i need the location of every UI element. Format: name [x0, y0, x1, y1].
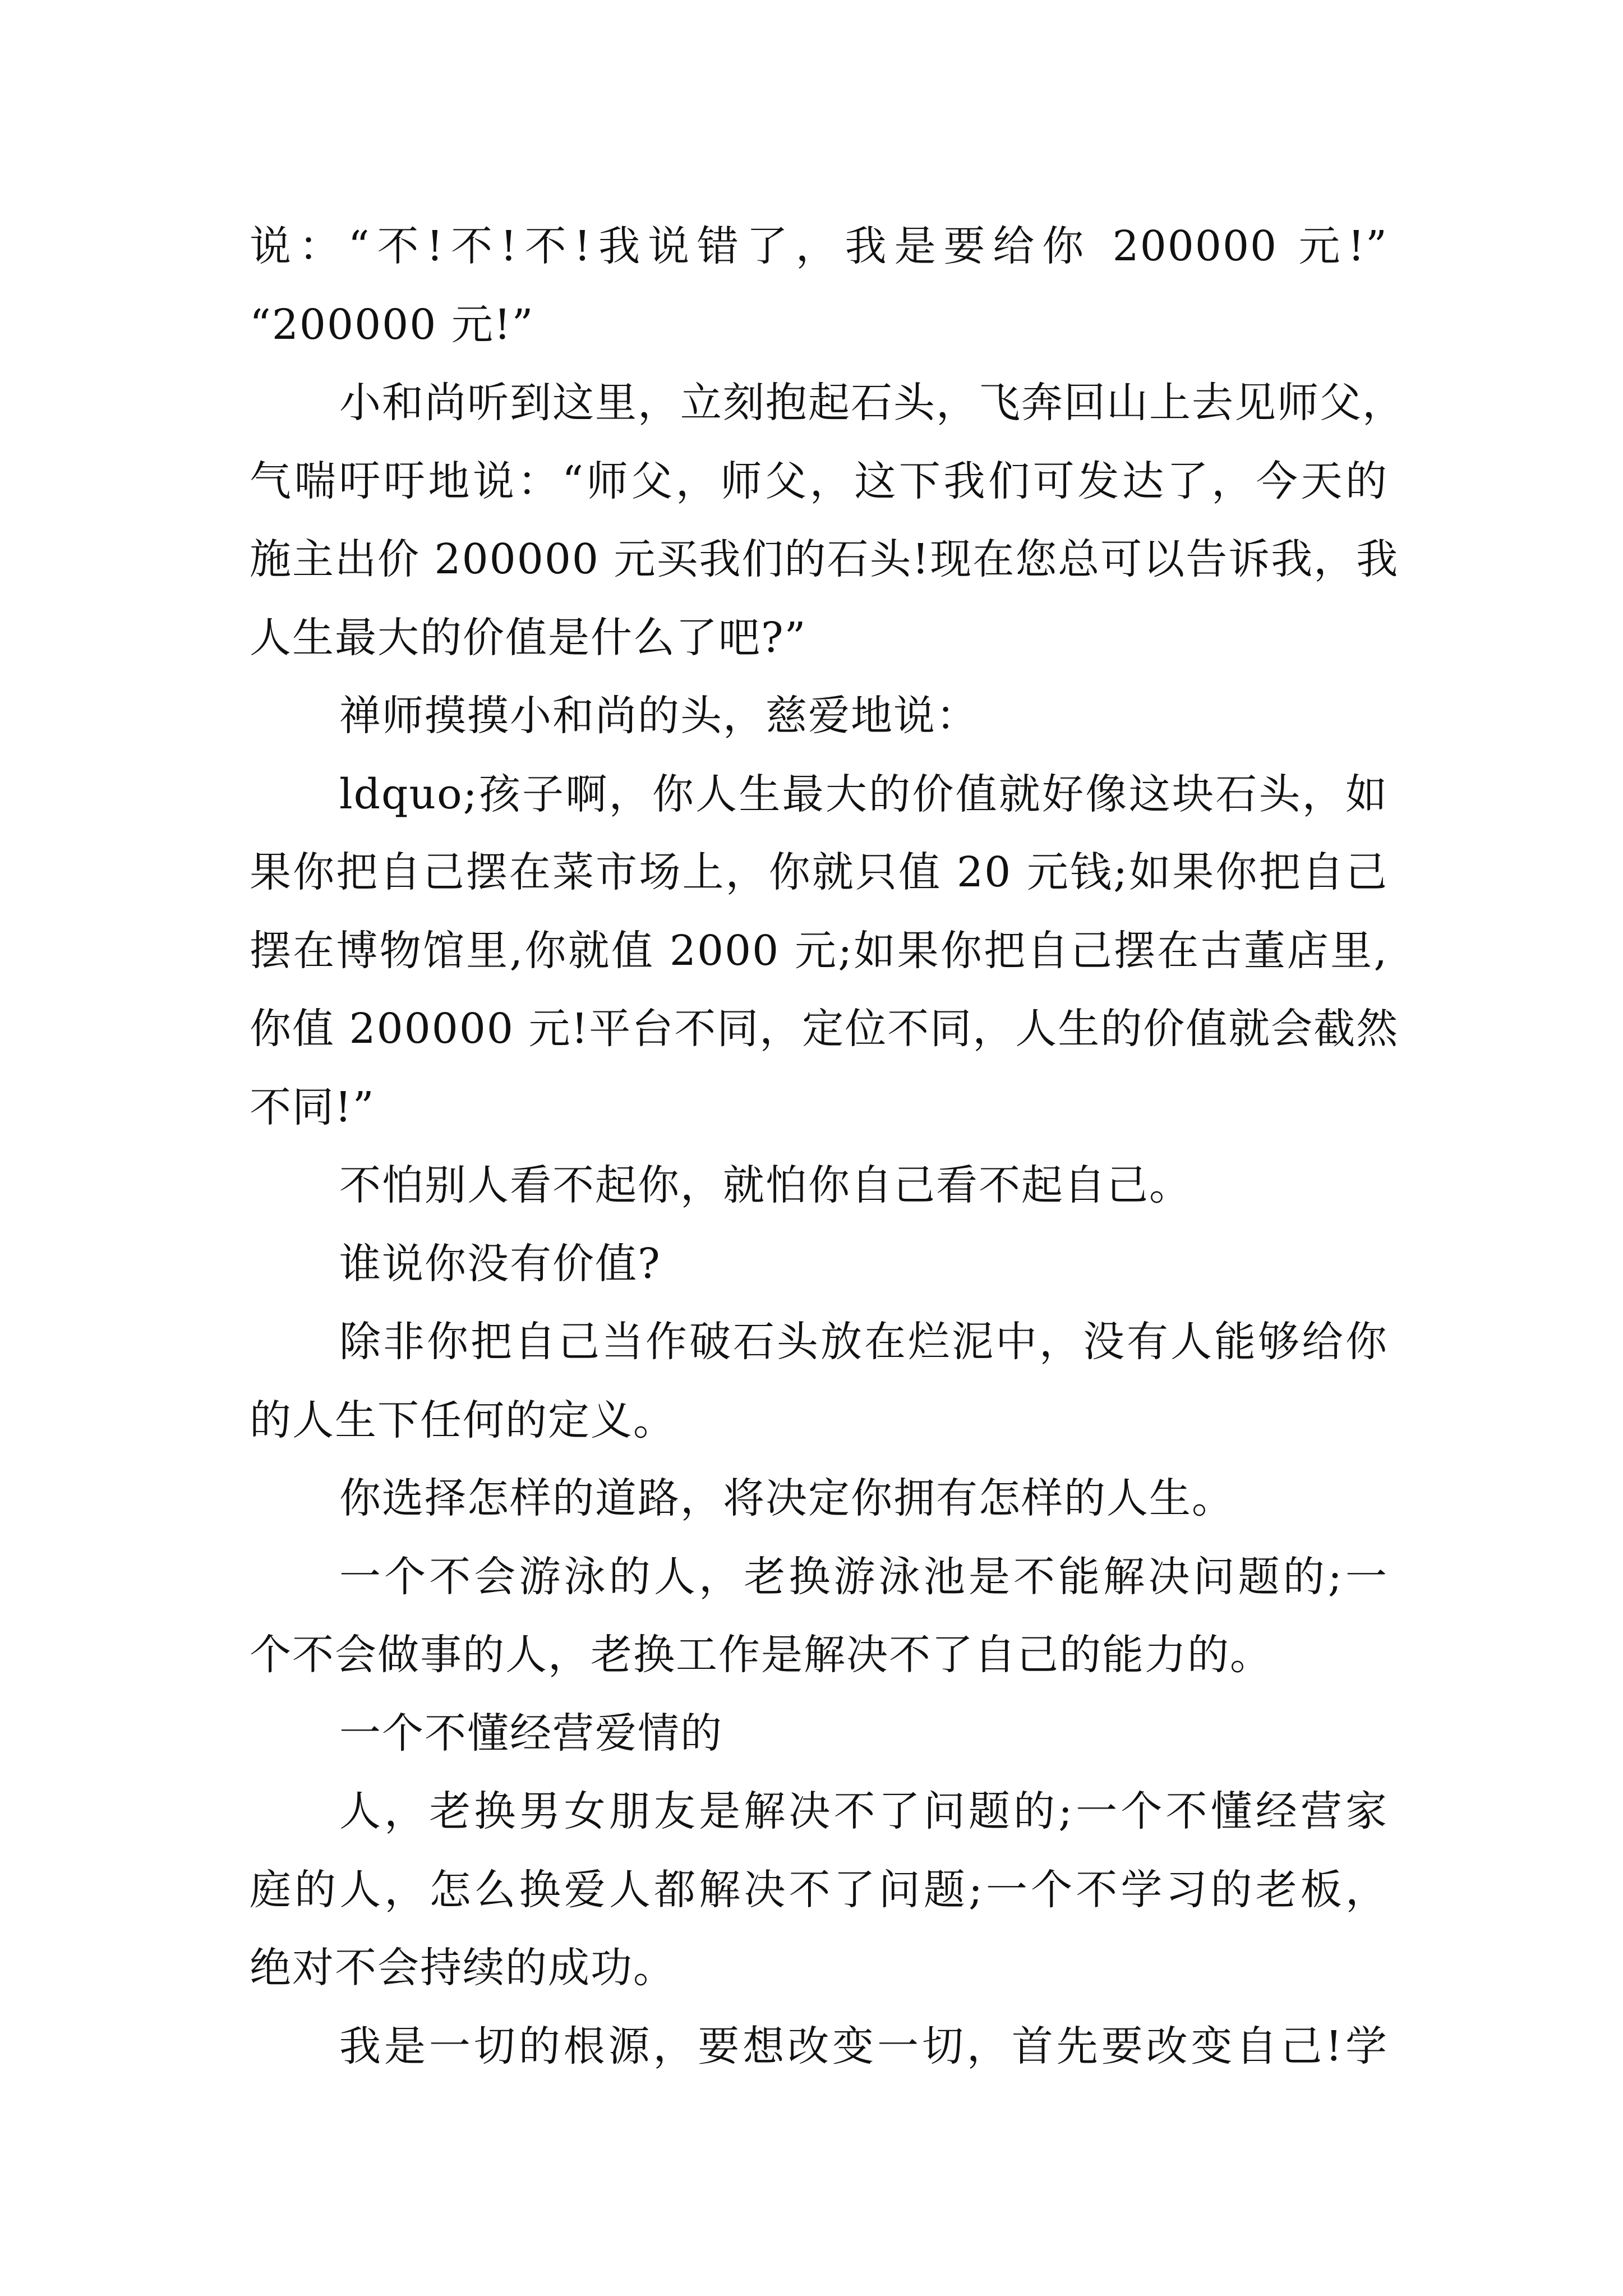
text-line: 绝对不会持续的成功。 [250, 1944, 676, 1992]
text-line: 你选择怎样的道路，将决定你拥有怎样的人生。 [339, 1474, 1234, 1522]
text-line: 除非你把自己当作破石头放在烂泥中，没有人能够给你 [339, 1318, 1388, 1366]
text-line: 不同!” [250, 1083, 375, 1131]
text-line: 谁说你没有价值? [339, 1239, 661, 1288]
text-line: 的人生下任何的定义。 [250, 1396, 676, 1444]
body-text [250, 208, 1405, 2086]
text-line: 人，老换男女朋友是解决不了问题的;一个不懂经营家 [339, 1787, 1388, 1835]
text-line: 禅师摸摸小和尚的头，慈爱地说： [339, 692, 979, 740]
text-line: 人生最大的价值是什么了吧?” [250, 613, 807, 662]
text-line: “200000 元!” [250, 300, 534, 349]
text-line: 一个不会游泳的人，老换游泳池是不能解决问题的;一 [339, 1552, 1388, 1601]
text-line: 庭的人，怎么换爱人都解决不了问题;一个不学习的老板， [250, 1865, 1388, 1914]
text-line: 摆在博物馆里,你就值 2000 元;如果你把自己摆在古董店里, [250, 926, 1388, 975]
text-line: 我是一切的根源，要想改变一切，首先要改变自己!学 [339, 2022, 1388, 2070]
text-line: 不怕别人看不起你，就怕你自己看不起自己。 [339, 1161, 1192, 1209]
text-line: 果你把自己摆在菜市场上，你就只值 20 元钱;如果你把自己 [250, 848, 1388, 896]
text-line: 一个不懂经营爱情的 [339, 1709, 723, 1757]
text-line: 施主出价 200000 元买我们的石头!现在您总可以告诉我，我 [250, 535, 1399, 583]
text-line: 说：“不!不!不!我说错了，我是要给你 200000 元!” [250, 222, 1389, 270]
text-line: 你值 200000 元!平台不同，定位不同，人生的价值就会截然 [250, 1005, 1399, 1053]
text-line: ldquo;孩子啊，你人生最大的价值就好像这块石头，如 [339, 770, 1388, 818]
text-line: 气喘吁吁地说：“师父，师父，这下我们可发达了，今天的 [250, 457, 1388, 505]
text-line: 小和尚听到这里，立刻抱起石头，飞奔回山上去见师父， [339, 379, 1405, 427]
text-line: 个不会做事的人，老换工作是解决不了自己的能力的。 [250, 1631, 1272, 1679]
